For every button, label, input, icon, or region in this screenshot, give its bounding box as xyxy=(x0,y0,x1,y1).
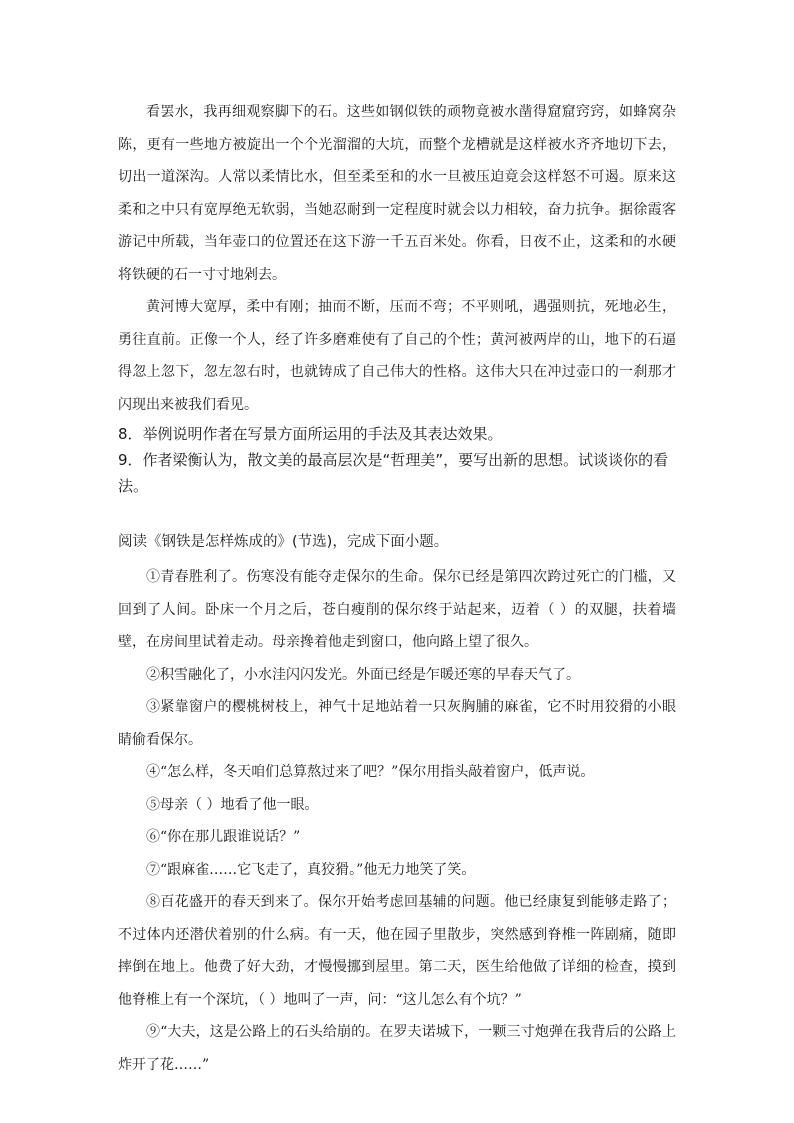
document-page xyxy=(118,96,676,1081)
passage2-paragraph-3: ③紧靠窗户的樱桃树枝上，神气十足地站着一只灰胸脯的麻雀，它不时用狡猾的小眼睛偷看保尔。 xyxy=(118,699,676,748)
passage2-paragraph-9: ⑨“大夫，这是公路上的石头给崩的。在罗夫诺城下，一颗三寸炮弹在我背后的公路上炸开了花……” xyxy=(118,1024,676,1073)
passage2-intro: 阅读《钢铁是怎样炼成的》(节选)，完成下面小题。 xyxy=(118,534,449,550)
passage2-paragraph-5: ⑤母亲（ ）地看了他一眼。 xyxy=(146,796,319,813)
passage2-paragraph-2: ②积雪融化了，小水洼闪闪发光。外面已经是乍暖还寒的早春天气了。 xyxy=(146,666,580,683)
passage1-paragraph-1: 看罢水，我再细观察脚下的石。这些如钢似铁的顽物竟被水凿得窟窟窍窍，如蜂窝杂陈，更有一些地方被旋出一个个光溜溜的大坑，而整个龙槽就是这样被水齐齐地切下去，切出一道深沟。人常以柔情比水，但至柔至和的水一旦被压迫竟会这样怒不可遏。原来这柔和之中只有宽厚绝无软弱，当她忍耐到一定程度时就会以力相较，奋力抗争。据徐霞客游记中所载，当年壶口的位置还在这下游一千五百米处。你看，日夜不止，这柔和的水硬将铁硬的石一寸寸地剁去。 xyxy=(118,104,676,283)
section-gap xyxy=(118,499,676,529)
question-8: 8．举例说明作者在写景方面所运用的手法及其表达效果。 xyxy=(118,425,503,443)
passage1-paragraph-2: 黄河博大宽厚，柔中有刚；抽而不断，压而不弯；不平则吼，遇强则抗，死地必生，勇往直前。正像一个人，经了许多磨难使有了自己的个性；黄河被两岸的山，地下的石逼得忽上忽下，忽左忽右时，也就铸成了自己伟大的性格。这伟大只在冲过壶口的一刹那才闪现出来被我们看见。 xyxy=(118,299,676,413)
passage2-paragraph-6: ⑥“你在那儿跟谁说话？” xyxy=(146,829,301,845)
passage2-paragraph-7: ⑦“跟麻雀……它飞走了，真狡猾。”他无力地笑了笑。 xyxy=(146,861,476,878)
question-9: 9．作者梁衡认为，散文美的最高层次是“哲理美”，要写出新的思想。试谈谈你的看法。 xyxy=(118,451,669,495)
passage2-paragraph-8: ⑧百花盛开的春天到来了。保尔开始考虑回基辅的问题。他已经康复到能够走路了；不过体内还潜伏着别的什么病。有一天，他在园子里散步，突然感到脊椎一阵剧痛，随即摔倒在地上。他费了好大劲，才慢慢挪到屋里。第二天，医生给他做了详细的检查，摸到他脊椎上有一个深坑，（ ）地叫了一声，问：“这儿怎么有个坑？” xyxy=(118,894,676,1008)
passage2-paragraph-1: ①青春胜利了。伤寒没有能夺走保尔的生命。保尔已经是第四次跨过死亡的门槛，又回到了人间。卧床一个月之后，苍白瘦削的保尔终于站起来，迈着（ ）的双腿，扶着墙壁，在房间里试着走动。母亲搀着他走到窗口，他向路上望了很久。 xyxy=(118,569,676,650)
passage2-paragraph-4: ④“怎么样，冬天咱们总算熬过来了吧？”保尔用指头敲着窗户，低声说。 xyxy=(146,764,595,780)
